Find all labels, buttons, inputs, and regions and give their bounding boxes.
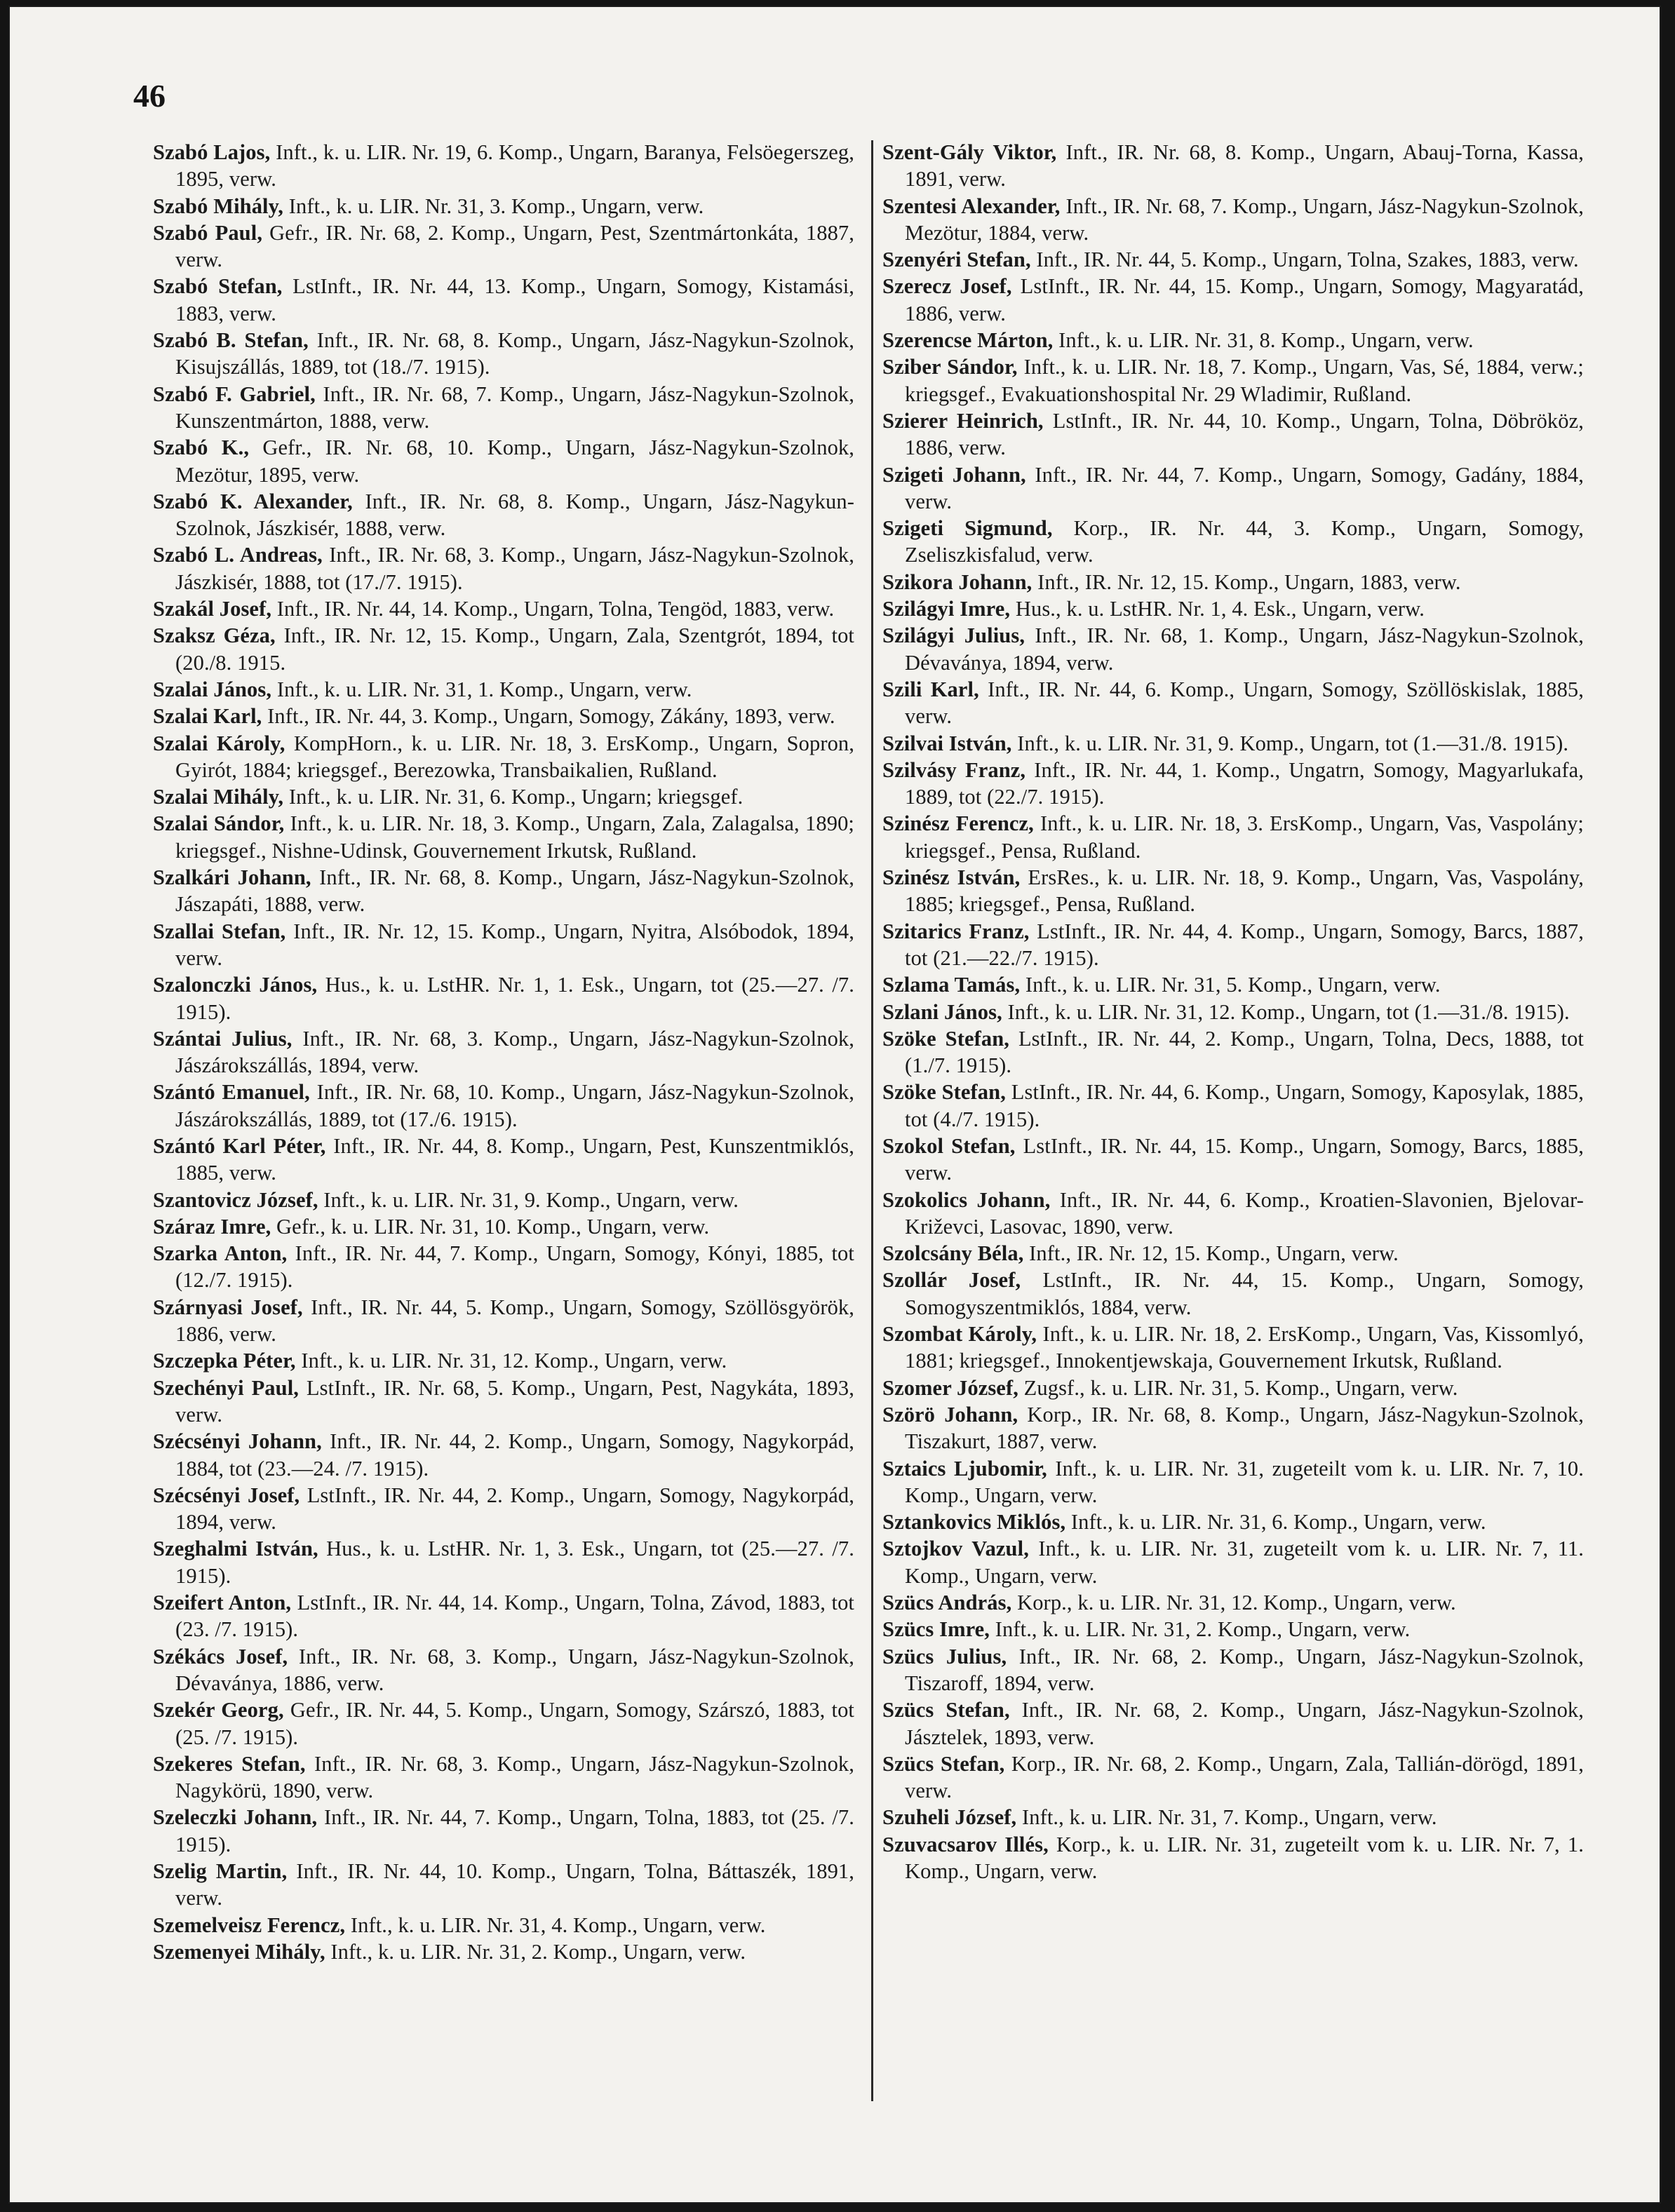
entry-details: Inft., IR. Nr. 44, 6. Komp., Ungarn, Somogy, Szöllöskislak, 1885, verw. <box>905 677 1585 729</box>
entry-name: Sztojkov Vazul, <box>882 1537 1029 1561</box>
register-entry <box>882 1697 1584 1751</box>
register-entry <box>153 1589 854 1643</box>
entry-details: Inft., k. u. LIR. Nr. 31, 6. Komp., Ungarn, verw. <box>1065 1510 1486 1535</box>
entry-details: Inft., k. u. LIR. Nr. 18, 3. ErsKomp., Ungarn, Vas, Vaspolány; kriegsgef., Pensa, Rußland. <box>905 811 1584 863</box>
entry-name: Szerecz Josef, <box>882 274 1012 299</box>
register-entry <box>882 1133 1584 1187</box>
register-entry <box>153 1804 854 1858</box>
entry-details: Gefr., IR. Nr. 44, 5. Komp., Ungarn, Somogy, Szárszó, 1883, tot (25. /7. 1915). <box>175 1698 854 1749</box>
entry-name: Szücs Stefan, <box>882 1751 1005 1776</box>
register-entry <box>882 676 1584 730</box>
entry-name: Szalai Károly, <box>153 731 285 755</box>
entry-name: Szabó Mihály, <box>153 194 284 218</box>
entry-name: Szlani János, <box>882 999 1002 1024</box>
entry-details: Inft., IR. Nr. 44, 7. Komp., Ungarn, Somogy, Kónyi, 1885, tot (12./7. 1915). <box>175 1241 854 1293</box>
entry-details: Inft., IR. Nr. 12, 15. Komp., Ungarn, 1883, verw. <box>1032 569 1461 594</box>
register-entry <box>882 569 1584 595</box>
entry-name: Székács Josef, <box>153 1644 288 1668</box>
entry-name: Szarka Anton, <box>153 1241 288 1266</box>
entry-details: LstInft., IR. Nr. 44, 15. Komp., Ungarn, Somogy, Somogyszentmiklós, 1884, verw. <box>905 1268 1584 1319</box>
entry-details: Inft., IR. Nr. 68, 2. Komp., Ungarn, Jász-Nagykun-Szolnok, Jásztelek, 1893, verw. <box>905 1698 1584 1749</box>
register-entry <box>153 1751 854 1805</box>
entry-details: Gefr., IR. Nr. 68, 2. Komp., Ungarn, Pest, Szentmártonkáta, 1887, verw. <box>175 220 854 272</box>
register-entry <box>882 810 1584 864</box>
entry-details: Hus., k. u. LstHR. Nr. 1, 4. Esk., Ungarn, verw. <box>1010 597 1425 621</box>
entry-name: Szolcsány Béla, <box>882 1241 1024 1266</box>
entry-details: Inft., IR. Nr. 68, 1. Komp., Ungarn, Jász-Nagykun-Szolnok, Dévaványa, 1894, verw. <box>905 623 1584 675</box>
register-entry <box>153 810 854 864</box>
entry-details: Inft., k. u. LIR. Nr. 31, 4. Komp., Ungarn, verw. <box>345 1913 766 1937</box>
entry-details: Inft., k. u. LIR. Nr. 31, 6. Komp., Ungarn; kriegsgef. <box>283 785 744 809</box>
entry-details: Inft., IR. Nr. 44, 1. Komp., Ungatrn, Somogy, Magyarlukafa, 1889, tot (22./7. 1915). <box>905 757 1584 809</box>
entry-name: Szántó Emanuel, <box>153 1080 310 1105</box>
entry-details: LstInft., IR. Nr. 44, 2. Komp., Ungarn, Somogy, Nagykorpád, 1894, verw. <box>175 1483 854 1535</box>
entry-details: LstInft., IR. Nr. 44, 14. Komp., Ungarn, Tolna, Závod, 1883, tot (23. /7. 1915). <box>175 1591 855 1642</box>
entry-name: Szabó Paul, <box>153 220 263 245</box>
entry-name: Szent-Gály Viktor, <box>882 140 1057 164</box>
entry-name: Szomer József, <box>882 1375 1018 1400</box>
register-entry <box>153 1858 854 1912</box>
entry-name: Szalonczki János, <box>153 973 318 997</box>
register-entry <box>153 1912 854 1938</box>
entry-name: Szinész István, <box>882 865 1021 890</box>
entry-name: Szilvai István, <box>882 731 1012 755</box>
entry-name: Szinész Ferencz, <box>882 811 1034 836</box>
entry-details: Inft., IR. Nr. 68, 3. Komp., Ungarn, Jász-Nagykun-Szolnok, Dévaványa, 1886, verw. <box>175 1644 854 1695</box>
entry-details: Inft., k. u. LIR. Nr. 31, 8. Komp., Ungarn, verw. <box>1053 328 1474 353</box>
entry-details: LstInft., IR. Nr. 44, 15. Komp., Ungarn, Somogy, Magyaratád, 1886, verw. <box>905 274 1585 325</box>
entry-details: LstInft., IR. Nr. 44, 10. Komp., Ungarn, Tolna, Döbrököz, 1886, verw. <box>905 408 1584 460</box>
entry-name: Szalai Karl, <box>153 704 262 729</box>
entry-name: Szemelveisz Ferencz, <box>153 1913 346 1937</box>
entry-name: Szeleczki Johann, <box>153 1805 318 1830</box>
entry-details: KompHorn., k. u. LIR. Nr. 18, 3. ErsKomp., Ungarn, Sopron, Gyirót, 1884; kriegsgef., Berezowka, Transbaikalien, Rußland. <box>175 731 854 782</box>
scanned-page <box>8 6 1661 2204</box>
entry-details: Inft., IR. Nr. 68, 8. Komp., Ungarn, Abauj-Torna, Kassa, 1891, verw. <box>905 140 1584 191</box>
entry-details: Inft., k. u. LIR. Nr. 31, 5. Komp., Ungarn, verw. <box>1020 973 1441 997</box>
entry-name: Szlama Tamás, <box>882 973 1021 997</box>
register-entry <box>882 1509 1584 1535</box>
register-entry <box>882 918 1584 972</box>
entry-name: Szücs András, <box>882 1591 1012 1615</box>
entry-details: Inft., k. u. LIR. Nr. 31, 2. Komp., Ungarn, verw. <box>325 1939 746 1964</box>
entry-details: LstInft., IR. Nr. 44, 4. Komp., Ungarn, Somogy, Barcs, 1887, tot (21.—22./7. 1915). <box>905 919 1584 970</box>
entry-details: Inft., k. u. LIR. Nr. 18, 2. ErsKomp., Ungarn, Vas, Kissomlyó, 1881; kriegsgef., Innokentjewskaja, Gouvernement Irkutsk, Rußland. <box>905 1322 1584 1373</box>
entry-name: Szalkári Johann, <box>153 865 311 890</box>
entry-name: Szécsényi Johann, <box>153 1429 322 1454</box>
register-entry <box>153 220 854 274</box>
entry-name: Szücs Stefan, <box>882 1698 1010 1722</box>
register-entry <box>882 971 1584 998</box>
register-entry <box>153 1079 854 1133</box>
register-entry <box>882 1375 1584 1401</box>
entry-details: Inft., IR. Nr. 68, 7. Komp., Ungarn, Jász-Nagykun-Szolnok, Kunszentmárton, 1888, verw. <box>175 382 855 433</box>
entry-name: Szemenyei Mihály, <box>153 1939 325 1964</box>
entry-details: ErsRes., k. u. LIR. Nr. 18, 9. Komp., Ungarn, Vas, Vaspolány, 1885; kriegsgef., Pensa, Rußland. <box>905 865 1584 917</box>
entry-details: Inft., k. u. LIR. Nr. 31, zugeteilt vom k. u. LIR. Nr. 7, 11. Komp., Ungarn, verw. <box>905 1537 1584 1588</box>
entry-details: Inft., IR. Nr. 44, 5. Komp., Ungarn, Tolna, Szakes, 1883, verw. <box>1030 248 1579 272</box>
entry-details: Inft., k. u. LIR. Nr. 31, 9. Komp., Ungarn, tot (1.—31./8. 1915). <box>1011 731 1569 755</box>
entry-name: Szücs Imre, <box>882 1617 990 1642</box>
register-entry <box>153 193 854 220</box>
entry-name: Szekér Georg, <box>153 1698 284 1722</box>
entry-name: Szechényi Paul, <box>153 1375 300 1400</box>
entry-name: Szuheli József, <box>882 1805 1017 1830</box>
entry-name: Szerencse Márton, <box>882 328 1054 353</box>
entry-details: Inft., IR. Nr. 44, 6. Komp., Kroatien-Slavonien, Bjelovar-Križevci, Lasovac, 1890, verw. <box>905 1187 1585 1239</box>
register-entry <box>153 1938 854 1965</box>
entry-details: Inft., IR. Nr. 44, 7. Komp., Ungarn, Tolna, 1883, tot (25. /7. 1915). <box>175 1805 854 1856</box>
register-entry <box>153 676 854 703</box>
entry-details: Inft., IR. Nr. 44, 3. Komp., Ungarn, Somogy, Zákány, 1893, verw. <box>262 704 835 729</box>
register-entry <box>153 1133 854 1187</box>
entry-details: Inft., IR. Nr. 12, 15. Komp., Ungarn, Zala, Szentgrót, 1894, tot (20./8. 1915. <box>175 623 854 675</box>
entry-name: Szabó B. Stefan, <box>153 328 309 353</box>
register-entry <box>153 1187 854 1213</box>
register-entry <box>882 595 1584 622</box>
register-entry <box>882 515 1584 569</box>
entry-name: Szekeres Stefan, <box>153 1751 306 1776</box>
entry-name: Szokol Stefan, <box>882 1133 1016 1158</box>
entry-details: Inft., IR. Nr. 68, 7. Komp., Ungarn, Jász-Nagykun-Szolnok, Mezötur, 1884, verw. <box>905 194 1584 245</box>
register-entry <box>882 1401 1584 1455</box>
register-entry <box>882 730 1584 757</box>
entry-details: Inft., IR. Nr. 44, 2. Komp., Ungarn, Somogy, Nagykorpád, 1884, tot (23.—24. /7. 1915). <box>175 1429 854 1481</box>
register-entry <box>882 1643 1584 1697</box>
entry-name: Szelig Martin, <box>153 1859 288 1883</box>
entry-details: Inft., IR. Nr. 68, 3. Komp., Ungarn, Jász-Nagykun-Szolnok, Jászkisér, 1888, tot (17./7. 1915). <box>175 543 854 594</box>
entry-name: Szárnyasi Josef, <box>153 1295 303 1319</box>
entry-details: Inft., k. u. LIR. Nr. 31, zugeteilt vom k. u. LIR. Nr. 7, 10. Komp., Ungarn, verw. <box>905 1456 1585 1507</box>
entry-name: Szigeti Sigmund, <box>882 516 1053 541</box>
entry-name: Szigeti Johann, <box>882 462 1026 487</box>
entry-details: Inft., IR. Nr. 12, 15. Komp., Ungarn, verw. <box>1023 1241 1399 1266</box>
entry-name: Szöke Stefan, <box>882 1080 1006 1105</box>
entry-details: Inft., IR. Nr. 44, 8. Komp., Ungarn, Pest, Kunszentmiklós, 1885, verw. <box>175 1133 854 1185</box>
entry-details: Gefr., k. u. LIR. Nr. 31, 10. Komp., Ungarn, verw. <box>271 1214 710 1239</box>
entry-name: Szalai Sándor, <box>153 811 285 836</box>
entry-name: Sziber Sándor, <box>882 355 1018 379</box>
entry-name: Szabó Stefan, <box>153 274 283 299</box>
entry-name: Szitarics Franz, <box>882 919 1030 943</box>
entry-details: Inft., IR. Nr. 44, 14. Komp., Ungarn, Tolna, Tengöd, 1883, verw. <box>271 597 835 621</box>
register-entry <box>153 703 854 729</box>
register-entry <box>153 595 854 622</box>
register-entry <box>153 918 854 972</box>
entry-name: Szaksz Géza, <box>153 623 276 648</box>
register-entry <box>882 1831 1584 1885</box>
register-entry <box>153 488 854 542</box>
entry-details: Korp., IR. Nr. 68, 8. Komp., Ungarn, Jász-Nagykun-Szolnok, Tiszakurt, 1887, verw. <box>905 1402 1585 1454</box>
entry-details: Inft., IR. Nr. 68, 3. Komp., Ungarn, Jász-Nagykun-Szolnok, Jászárokszállás, 1894, verw. <box>175 1026 854 1078</box>
register-entry <box>882 1535 1584 1589</box>
entry-details: Inft., k. u. LIR. Nr. 19, 6. Komp., Ungarn, Baranya, Felsöegerszeg, 1895, verw. <box>175 140 854 191</box>
entry-details: Inft., k. u. LIR. Nr. 31, 1. Komp., Ungarn, verw. <box>271 677 692 701</box>
entry-details: Inft., IR. Nr. 68, 2. Komp., Ungarn, Jász-Nagykun-Szolnok, Tiszaroff, 1894, verw. <box>905 1644 1584 1695</box>
register-entry <box>153 1213 854 1240</box>
entry-details: Inft., k. u. LIR. Nr. 18, 3. Komp., Ungarn, Zala, Zalagalsa, 1890; kriegsgef., Nishne-Udinsk, Gouvernement Irkutsk, Rußland. <box>175 811 854 863</box>
register-entry <box>882 139 1584 193</box>
entry-details: Inft., k. u. LIR. Nr. 31, 7. Komp., Ungarn, verw. <box>1016 1805 1437 1830</box>
entry-details: Inft., k. u. LIR. Nr. 31, 2. Komp., Ungarn, verw. <box>990 1617 1411 1642</box>
register-entry <box>153 1240 854 1294</box>
register-entry <box>882 353 1584 407</box>
entry-name: Szakál Josef, <box>153 597 272 621</box>
register-entry <box>153 1643 854 1697</box>
entry-name: Szabó Lajos, <box>153 140 271 164</box>
entry-name: Szöke Stefan, <box>882 1026 1010 1051</box>
entry-details: Inft., IR. Nr. 12, 15. Komp., Ungarn, Nyitra, Alsóbodok, 1894, verw. <box>175 919 854 970</box>
register-entry <box>882 246 1584 273</box>
register-entry <box>153 327 854 381</box>
entry-details: Inft., k. u. LIR. Nr. 18, 7. Komp., Ungarn, Vas, Sé, 1884, verw.; kriegsgef., Evakuationshospital Nr. 29 Wladimir, Rußland. <box>905 355 1584 406</box>
entry-details: Inft., IR. Nr. 44, 7. Komp., Ungarn, Somogy, Gadány, 1884, verw. <box>905 462 1584 513</box>
entry-name: Szallai Stefan, <box>153 919 286 943</box>
register-entry <box>882 193 1584 247</box>
entry-name: Szikora Johann, <box>882 569 1032 594</box>
entry-name: Szeghalmi István, <box>153 1537 318 1561</box>
entry-name: Szczepka Péter, <box>153 1349 296 1373</box>
column-divider <box>871 140 873 2101</box>
entry-details: Korp., k. u. LIR. Nr. 31, zugeteilt vom k. u. LIR. Nr. 7, 1. Komp., Ungarn, verw. <box>905 1832 1584 1883</box>
register-entry <box>882 1187 1584 1241</box>
entry-name: Szabó F. Gabriel, <box>153 382 316 406</box>
register-entry <box>153 541 854 595</box>
entry-name: Szombat Károly, <box>882 1322 1037 1347</box>
entry-details: Gefr., IR. Nr. 68, 10. Komp., Ungarn, Jász-Nagykun-Szolnok, Mezötur, 1895, verw. <box>175 436 855 487</box>
register-entry <box>153 273 854 327</box>
entry-details: Zugsf., k. u. LIR. Nr. 31, 5. Komp., Ungarn, verw. <box>1018 1375 1458 1400</box>
register-entry <box>882 461 1584 515</box>
entry-details: Korp., IR. Nr. 68, 2. Komp., Ungarn, Zala, Tallián-dörögd, 1891, verw. <box>905 1751 1584 1803</box>
register-entry <box>153 1294 854 1348</box>
entry-name: Szeifert Anton, <box>153 1591 292 1615</box>
entry-details: Inft., k. u. LIR. Nr. 31, 3. Komp., Ungarn, verw. <box>283 194 704 218</box>
entry-name: Szécsényi Josef, <box>153 1483 300 1507</box>
register-entry <box>882 622 1584 676</box>
entry-details: Inft., IR. Nr. 44, 10. Komp., Ungarn, Tolna, Báttaszék, 1891, verw. <box>175 1859 854 1910</box>
register-entry <box>882 864 1584 918</box>
entry-name: Szabó K., <box>153 436 250 460</box>
entry-details: LstInft., IR. Nr. 44, 15. Komp., Ungarn, Somogy, Barcs, 1885, verw. <box>905 1133 1584 1185</box>
register-entry <box>153 434 854 488</box>
register-entry <box>153 1697 854 1751</box>
register-entry <box>882 1616 1584 1643</box>
entry-name: Szabó K. Alexander, <box>153 489 353 513</box>
entry-details: Inft., k. u. LIR. Nr. 31, 12. Komp., Ungarn, tot (1.—31./8. 1915). <box>1002 999 1570 1024</box>
register-entry <box>882 1267 1584 1321</box>
entry-details: Inft., k. u. LIR. Nr. 31, 12. Komp., Ungarn, verw. <box>295 1349 727 1373</box>
entry-name: Szantovicz József, <box>153 1187 318 1212</box>
entry-name: Szentesi Alexander, <box>882 194 1061 218</box>
register-entry <box>153 783 854 810</box>
left-column <box>153 139 854 1965</box>
entry-name: Szenyéri Stefan, <box>882 248 1031 272</box>
entry-details: Korp., k. u. LIR. Nr. 31, 12. Komp., Ungarn, verw. <box>1011 1591 1456 1615</box>
entry-name: Szücs Julius, <box>882 1644 1007 1668</box>
entry-name: Szilágyi Imre, <box>882 597 1011 621</box>
register-entry <box>882 327 1584 353</box>
register-entry <box>882 1751 1584 1805</box>
register-entry <box>882 1589 1584 1616</box>
entry-details: Inft., IR. Nr. 68, 8. Komp., Ungarn, Jász-Nagykun-Szolnok, Kisujszállás, 1889, tot (18./7. 1915). <box>175 328 855 379</box>
entry-details: Inft., IR. Nr. 68, 8. Komp., Ungarn, Jász-Nagykun-Szolnok, Jászapáti, 1888, verw. <box>175 865 854 917</box>
entry-details: Inft., IR. Nr. 68, 3. Komp., Ungarn, Jász-Nagykun-Szolnok, Nagykörü, 1890, verw. <box>175 1751 854 1803</box>
register-entry <box>153 1025 854 1079</box>
entry-details: LstInft., IR. Nr. 44, 13. Komp., Ungarn, Somogy, Kistamási, 1883, verw. <box>175 274 854 325</box>
register-entry <box>882 407 1584 461</box>
register-entry <box>882 1455 1584 1509</box>
register-entry <box>153 1347 854 1374</box>
entry-details: Inft., IR. Nr. 44, 5. Komp., Ungarn, Somogy, Szöllösgyörök, 1886, verw. <box>175 1295 854 1347</box>
entry-name: Szalai Mihály, <box>153 785 284 809</box>
register-entry <box>882 1240 1584 1267</box>
entry-name: Szalai János, <box>153 677 272 701</box>
entry-details: Hus., k. u. LstHR. Nr. 1, 1. Esk., Ungarn, tot (25.—27. /7. 1915). <box>175 973 854 1024</box>
register-entry <box>882 1025 1584 1079</box>
entry-name: Szántó Karl Péter, <box>153 1133 326 1158</box>
entry-details: LstInft., IR. Nr. 68, 5. Komp., Ungarn, Pest, Nagykáta, 1893, verw. <box>175 1375 854 1427</box>
entry-name: Szabó L. Andreas, <box>153 543 323 567</box>
entry-name: Szilvásy Franz, <box>882 757 1026 782</box>
entry-details: LstInft., IR. Nr. 44, 6. Komp., Ungarn, Somogy, Kaposylak, 1885, tot (4./7. 1915). <box>905 1080 1584 1131</box>
register-entry <box>153 139 854 193</box>
entry-details: LstInft., IR. Nr. 44, 2. Komp., Ungarn, Tolna, Decs, 1888, tot (1./7. 1915). <box>905 1026 1584 1078</box>
register-entry <box>153 1482 854 1536</box>
entry-details: Inft., k. u. LIR. Nr. 31, 9. Komp., Ungarn, verw. <box>318 1187 739 1212</box>
entry-name: Szörö Johann, <box>882 1402 1018 1427</box>
register-entry <box>153 1375 854 1429</box>
entry-name: Szokolics Johann, <box>882 1187 1051 1212</box>
register-entry <box>153 730 854 784</box>
entry-name: Szántai Julius, <box>153 1026 292 1051</box>
register-entry <box>153 622 854 676</box>
entry-name: Szuvacsarov Illés, <box>882 1832 1049 1856</box>
entry-name: Szilágyi Julius, <box>882 623 1025 648</box>
entry-name: Sztankovics Miklós, <box>882 1510 1066 1535</box>
register-entry <box>882 1804 1584 1830</box>
register-entry <box>882 273 1584 327</box>
entry-details: Inft., IR. Nr. 68, 8. Komp., Ungarn, Jász-Nagykun-Szolnok, Jászkisér, 1888, verw. <box>175 489 854 541</box>
register-entry <box>153 864 854 918</box>
entry-name: Szierer Heinrich, <box>882 408 1044 433</box>
entry-name: Szollár Josef, <box>882 1268 1021 1293</box>
register-entry <box>153 1535 854 1589</box>
register-entry <box>882 1079 1584 1133</box>
entry-name: Sztaics Ljubomir, <box>882 1456 1047 1481</box>
register-entry <box>153 381 854 435</box>
entry-name: Száraz Imre, <box>153 1214 271 1239</box>
register-entry <box>153 971 854 1025</box>
page-number: 46 <box>133 78 166 114</box>
register-entry <box>882 1321 1584 1375</box>
entry-details: Inft., IR. Nr. 68, 10. Komp., Ungarn, Jász-Nagykun-Szolnok, Jászárokszállás, 1889, tot (17./6. 1915). <box>175 1080 855 1131</box>
register-entry <box>882 999 1584 1025</box>
right-column <box>882 139 1584 1884</box>
entry-details: Korp., IR. Nr. 44, 3. Komp., Ungarn, Somogy, Zseliszkisfalud, verw. <box>905 516 1584 567</box>
register-entry <box>153 1428 854 1482</box>
register-entry <box>882 757 1584 811</box>
entry-details: Hus., k. u. LstHR. Nr. 1, 3. Esk., Ungarn, tot (25.—27. /7. 1915). <box>175 1537 854 1588</box>
entry-name: Szili Karl, <box>882 677 979 701</box>
